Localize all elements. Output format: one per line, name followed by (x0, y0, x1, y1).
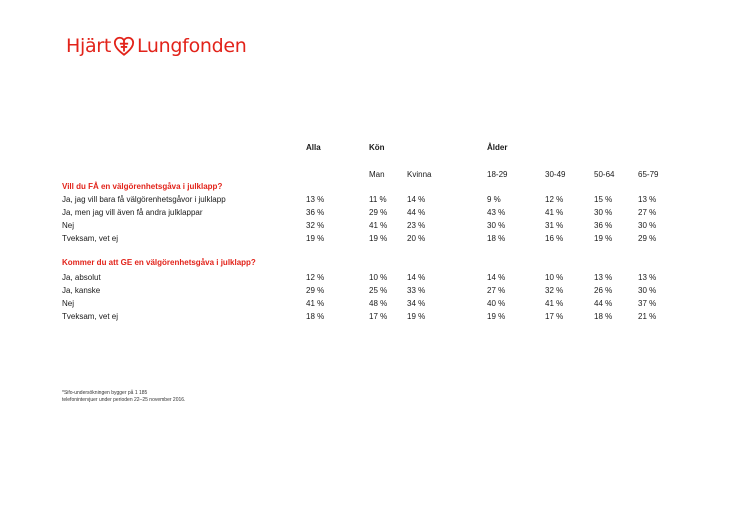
value-50-64: 36 % (594, 221, 613, 230)
value-30-49: 10 % (545, 273, 564, 282)
value-50-64: 18 % (594, 312, 613, 321)
value-18-29: 9 % (487, 195, 501, 204)
table-row (0, 273, 746, 283)
value-man: 11 % (369, 195, 387, 204)
value-18-29: 19 % (487, 312, 506, 321)
row-label: Ja, kanske (62, 286, 101, 295)
value-all: 12 % (306, 273, 325, 282)
value-65-79: 21 % (638, 312, 657, 321)
table-row (0, 299, 746, 309)
value-18-29: 18 % (487, 234, 506, 243)
value-all: 36 % (306, 208, 325, 217)
value-man: 29 % (369, 208, 388, 217)
value-man: 41 % (369, 221, 388, 230)
value-65-79: 30 % (638, 286, 657, 295)
value-65-79: 30 % (638, 221, 657, 230)
value-50-64: 19 % (594, 234, 613, 243)
value-man: 25 % (369, 286, 388, 295)
value-all: 19 % (306, 234, 325, 243)
question-give-gift: Kommer du att GE en välgörenhetsgåva i julklapp? (62, 258, 256, 267)
value-woman: 44 % (407, 208, 426, 217)
row-label: Ja, men jag vill även få andra julklappar (62, 208, 203, 217)
value-woman: 19 % (407, 312, 426, 321)
row-label: Tveksam, vet ej (62, 312, 119, 321)
value-woman: 34 % (407, 299, 426, 308)
value-50-64: 15 % (594, 195, 613, 204)
row-label: Nej (62, 221, 75, 230)
footnote-line: *Sifo-undersökningen bygger på 1 185 (62, 390, 148, 396)
value-65-79: 37 % (638, 299, 657, 308)
value-50-64: 26 % (594, 286, 613, 295)
row-label: Nej (62, 299, 75, 308)
value-50-64: 44 % (594, 299, 613, 308)
table-row (0, 312, 746, 322)
value-65-79: 13 % (638, 273, 657, 282)
subheader-age-50-64: 50-64 (594, 170, 615, 179)
value-all: 41 % (306, 299, 325, 308)
value-woman: 20 % (407, 234, 426, 243)
value-all: 32 % (306, 221, 325, 230)
value-man: 10 % (369, 273, 388, 282)
footnote (62, 390, 185, 404)
logo (66, 33, 247, 59)
subheader-age-18-29: 18-29 (487, 170, 508, 179)
value-man: 17 % (369, 312, 388, 321)
row-label: Tveksam, vet ej (62, 234, 119, 243)
subheader-age-30-49: 30-49 (545, 170, 566, 179)
value-woman: 14 % (407, 195, 426, 204)
row-label: Ja, jag vill bara få välgörenhetsgåvor i julklapp (62, 195, 226, 204)
value-18-29: 30 % (487, 221, 506, 230)
value-man: 19 % (369, 234, 388, 243)
footnote-line: telefonintervjuer under perioden 22–25 november 2016. (62, 397, 186, 403)
header-age: Ålder (487, 143, 508, 152)
question-receive-gift: Vill du FÅ en välgörenhetsgåva i julklapp? (62, 182, 223, 191)
value-50-64: 30 % (594, 208, 613, 217)
value-18-29: 40 % (487, 299, 506, 308)
value-woman: 23 % (407, 221, 426, 230)
value-18-29: 43 % (487, 208, 506, 217)
heart-cross-icon (113, 35, 135, 57)
value-30-49: 41 % (545, 299, 564, 308)
header-all: Alla (306, 143, 321, 152)
value-30-49: 31 % (545, 221, 564, 230)
value-man: 48 % (369, 299, 388, 308)
value-all: 18 % (306, 312, 325, 321)
row-label: Ja, absolut (62, 273, 101, 282)
value-65-79: 27 % (638, 208, 657, 217)
value-65-79: 13 % (638, 195, 657, 204)
value-30-49: 16 % (545, 234, 564, 243)
value-30-49: 12 % (545, 195, 564, 204)
logo-text-right: Lungfonden (136, 35, 247, 57)
subheader-man: Man (369, 170, 385, 179)
value-30-49: 32 % (545, 286, 564, 295)
table-row (0, 208, 746, 218)
table-row (0, 221, 746, 231)
value-65-79: 29 % (638, 234, 657, 243)
logo-text-left: Hjärt (66, 35, 111, 57)
value-30-49: 41 % (545, 208, 564, 217)
value-50-64: 13 % (594, 273, 613, 282)
value-all: 13 % (306, 195, 325, 204)
table-row (0, 234, 746, 244)
value-18-29: 14 % (487, 273, 506, 282)
subheader-age-65-79: 65-79 (638, 170, 659, 179)
table-row (0, 195, 746, 205)
value-18-29: 27 % (487, 286, 506, 295)
header-gender: Kön (369, 143, 385, 152)
value-woman: 33 % (407, 286, 426, 295)
subheader-woman: Kvinna (407, 170, 432, 179)
value-30-49: 17 % (545, 312, 564, 321)
table-row (0, 286, 746, 296)
value-all: 29 % (306, 286, 325, 295)
value-woman: 14 % (407, 273, 426, 282)
